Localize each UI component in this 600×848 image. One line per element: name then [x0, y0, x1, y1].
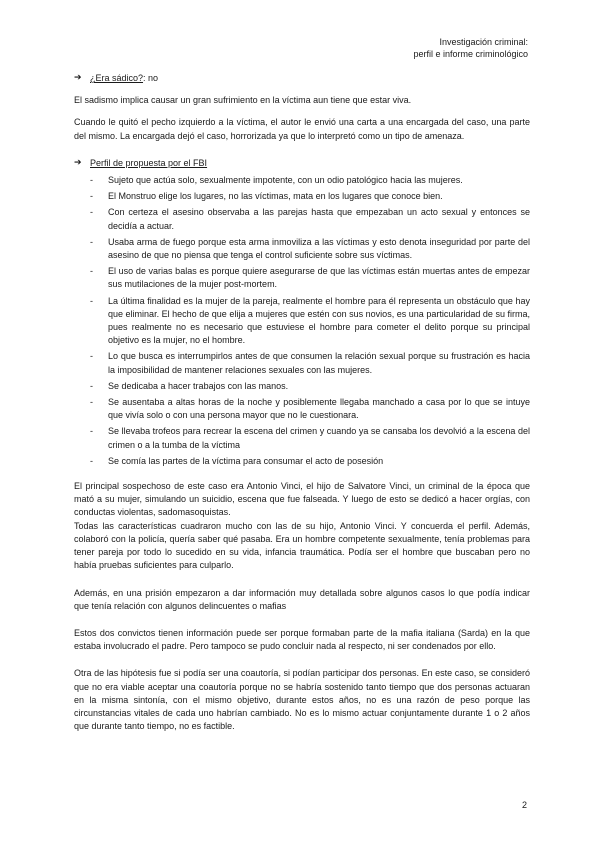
paragraph-coauthorship: Otra de las hipótesis fue si podía ser una coautoría, si podían participar dos personas. En este caso, se consideró que no era viable aceptar una coautoría porque no se habría sostenido tanto tiempo que dos personas actuaran en la misma sintonía, con el mismo objetivo, durante estos años, no es una razón de peso porque las circunstancias vitales de cada uno habrían cambiado. No es lo mismo actuar conjuntamente durante 1 o 2 años que durante tanto tiempo, no es factible.: [74, 668, 530, 732]
section-fbi-title: Perfil de propuesta por el FBI: [90, 157, 208, 168]
list-item: - El Monstruo elige los lugares, no las víctimas, mata en los lugares que conoce bien.: [74, 190, 530, 203]
list-item: - Se ausentaba a altas horas de la noche y posiblemente llegaba manchado a casa por lo que se intuye que vivía solo o con una persona mayor que no le cuestionara.: [74, 396, 530, 422]
paragraph-characteristics: Todas las características cuadraron mucho con las de su hijo, Antonio Vinci. Y concuerda el perfil. Además, colaboró con la policía, quería saber qué pasaba. Era un hombre competente sexualmente, tenía problemas para tener pareja por todo lo sucedido en su vida, infancia traumática. Podía ser el hombre que buscaban pero no había pruebas suficientes para culparlo.: [74, 520, 530, 571]
list-item: - La última finalidad es la mujer de la pareja, realmente el hombre para él representa un obstáculo que hay que eliminar. El hecho de que elija a mujeres que estén con sus novios, es una particularidad de su firma, pues realmente no es necesario que estuviese el hombre para cometer el delito porque su principal objetivo es la mujer, no el hombre.: [74, 295, 530, 348]
fbi-profile-list: [74, 174, 530, 468]
page-number: 2: [521, 800, 527, 810]
header-line-2: perfil e informe criminológico: [413, 49, 528, 59]
list-item: - Con certeza el asesino observaba a las parejas hasta que empezaban un acto sexual y entonces se decidía a actuar.: [74, 206, 530, 232]
section-sadism-answer: : no: [143, 73, 159, 83]
right-arrow-icon: ➔: [74, 157, 82, 168]
paragraph-convicts: Estos dos convictos tienen información puede ser porque formaban parte de la mafia italiana (Sarda) en la que estaba involucrado el padre. Pero tampoco se pudo concluir nada al respecto, ni ser condenados por ello.: [74, 627, 530, 652]
paragraph-suspect: El principal sospechoso de este caso era Antonio Vinci, el hijo de Salvatore Vinci, un criminal de la época que mató a su mujer, simulando un suicidio, escena que fue falseada. Y luego de esto se dedicó a hacer orgías, con conductas violentas, sadomasoquistas.: [74, 481, 530, 518]
paragraph-prison: Además, en una prisión empezaron a dar información muy detallada sobre algunos casos lo que podía indicar que tenía relación con algunos delincuentes o mafias: [74, 587, 530, 611]
right-arrow-icon: ➔: [74, 73, 82, 83]
list-item: - El uso de varias balas es porque quiere asegurarse de que las víctimas están muertas antes de empezar sus mutilaciones de la mujer post-mortem.: [74, 265, 530, 291]
list-item: - Se llevaba trofeos para recrear la escena del crimen y cuando ya se cansaba los devolvió a la escena del crimen o a la tumba de la víctima: [74, 425, 530, 451]
document-body: [74, 72, 530, 733]
section-sadism: [74, 72, 530, 85]
section-fbi-profile: [74, 157, 530, 170]
list-item: - Se dedicaba a hacer trabajos con las manos.: [74, 380, 530, 393]
paragraph-letter: Cuando le quitó el pecho izquierdo a la víctima, el autor le envió una carta a una encargada del caso, una parte del mismo. La encargada dejó el caso, horrorizada ya que lo interpretó como un tipo de amenaza.: [74, 117, 530, 141]
page-header: [413, 36, 528, 60]
list-item: - Sujeto que actúa solo, sexualmente impotente, con un odio patológico hacia las mujeres.: [74, 174, 530, 187]
paragraph-sadism-definition: El sadismo implica causar un gran sufrimiento en la víctima aun tiene que estar viva.: [74, 95, 412, 106]
list-item: - Usaba arma de fuego porque esta arma inmoviliza a las víctimas y esto denota inseguridad por parte del asesino de que no piensa que tenga el control suficiente sobre sus víctimas.: [74, 236, 530, 262]
section-sadism-title: ¿Era sádico?: [90, 73, 144, 83]
list-item: - Lo que busca es interrumpirlos antes de que consumen la relación sexual porque su frustración es hacia la imposibilidad de mantener relaciones sexuales con las mujeres.: [74, 350, 530, 376]
list-item: - Se comía las partes de la víctima para consumar el acto de posesión: [74, 455, 530, 468]
header-line-1: Investigación criminal:: [439, 37, 528, 47]
